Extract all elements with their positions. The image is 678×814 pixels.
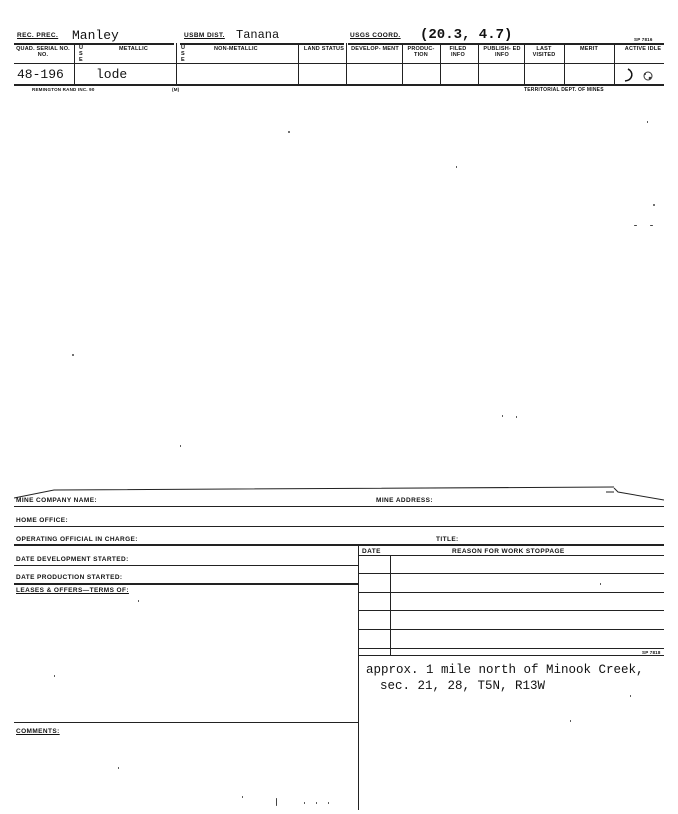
form-number-2: SP 7818	[642, 650, 661, 655]
rec-prec-label: REC. PREC.	[17, 32, 59, 39]
operating-official-label: OPERATING OFFICIAL IN CHARGE:	[16, 536, 138, 543]
usgs-coord-value: (20.3, 4.7)	[420, 27, 513, 43]
col-land-status: LAND STATUS	[303, 46, 345, 52]
top-card	[14, 27, 664, 93]
col-published-info: PUBLISH- ED INFO	[483, 46, 521, 58]
home-office-label: HOME OFFICE:	[16, 517, 69, 524]
reason-col-header: REASON FOR WORK STOPPAGE	[452, 548, 565, 555]
record-metallic: lode	[96, 67, 128, 82]
col-use-right: U S E	[181, 45, 186, 63]
printer-code: (M)	[172, 87, 180, 92]
usgs-coord-label: USGS COORD.	[350, 32, 401, 39]
title-label: TITLE:	[436, 536, 459, 543]
leases-offers-label: LEASES & OFFERS—TERMS OF:	[16, 587, 129, 594]
col-development: DEVELOP- MENT	[351, 46, 399, 52]
date-production-label: DATE PRODUCTION STARTED:	[16, 574, 123, 581]
usbm-dist-value: Tanana	[236, 28, 280, 42]
col-non-metallic: NON-METALLIC	[214, 46, 258, 52]
location-line-1: approx. 1 mile north of Minook Creek,	[366, 663, 644, 677]
lower-card	[14, 480, 664, 810]
card-edge	[14, 480, 664, 502]
record-quad-serial: 48-196	[17, 67, 64, 82]
date-col-header: DATE	[362, 548, 381, 555]
col-merit: MERIT	[579, 46, 599, 52]
date-development-label: DATE DEVELOPMENT STARTED:	[16, 556, 129, 563]
comments-label: COMMENTS:	[16, 728, 60, 735]
usbm-dist-label: USBM DIST.	[184, 32, 225, 39]
mine-address-label: MINE ADDRESS:	[376, 497, 433, 504]
location-line-2: sec. 21, 28, T5N, R13W	[380, 679, 546, 693]
col-active-idle: ACTIVE IDLE	[624, 46, 662, 52]
department-note: TERRITORIAL DEPT. OF MINES	[524, 87, 604, 93]
form-number: SP 7816	[634, 37, 653, 42]
col-filed-info: FILED INFO	[449, 46, 467, 58]
col-last-visited: LAST VISITED	[532, 46, 556, 58]
printer-note: REMINGTON RAND INC. 90	[32, 87, 95, 92]
col-metallic: METALLIC	[119, 46, 148, 52]
col-use-left: U S E	[79, 45, 84, 63]
col-quad-serial: QUAD. SERIAL NO. NO.	[16, 46, 70, 58]
active-idle-mark	[620, 66, 660, 84]
rec-prec-value: Manley	[72, 28, 119, 43]
mine-company-name-label: MINE COMPANY NAME:	[16, 497, 97, 504]
col-production: PRODUC- TION	[407, 46, 435, 58]
